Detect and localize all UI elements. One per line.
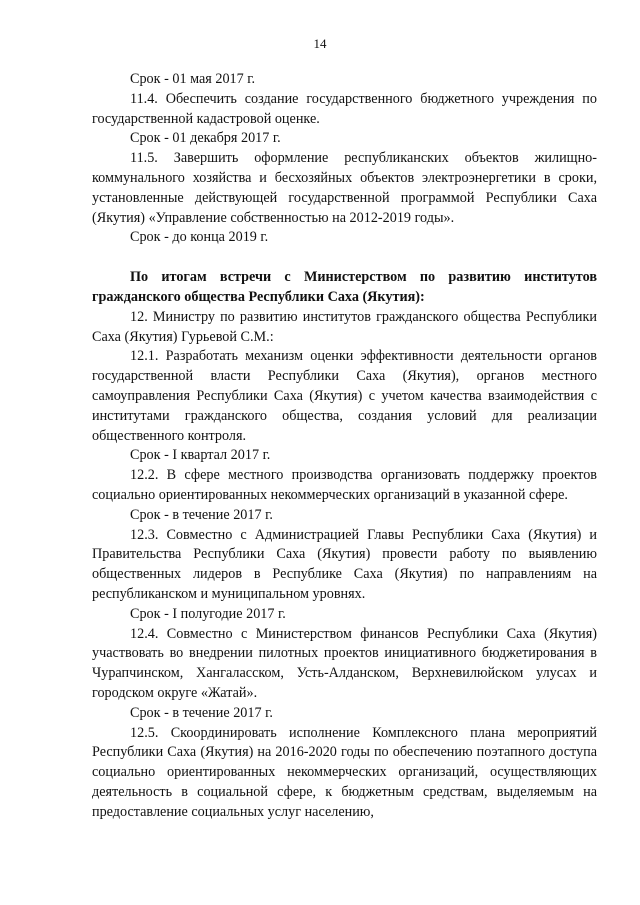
item-paragraph: 12.2. В сфере местного производства организовать поддержку проектов социально ориентированных некоммерческих организаций в указанной сфере. bbox=[92, 467, 597, 503]
page-number: 14 bbox=[313, 36, 327, 51]
item-paragraph: 12.3. Совместно с Администрацией Главы Республики Саха (Якутия) и Правительства Республики Саха (Якутия) провести работу по выявлению общественных лидеров в Республике Саха (Якутия) по направлениям на республиканском и муниципальном уровнях. bbox=[92, 526, 597, 602]
deadline-text: Срок - в течение 2017 г. bbox=[130, 704, 273, 721]
document-body bbox=[92, 70, 597, 822]
item-paragraph: 11.5. Завершить оформление республиканских объектов жилищно-коммунального хозяйства и бесхозяйных объектов электроэнергетики в сроки, установленные действующей государственной программой Республики Саха (Якутия) «Управление собственностью на 2012-2019 годы». bbox=[92, 150, 597, 226]
item-paragraph: 12.4. Совместно с Министерством финансов Республики Саха (Якутия) участвовать во внедрении пилотных проектов инициативного бюджетирования в Чурапчинском, Хангаласском, Усть-Алданском, Верхневилюйском улусах и городском округе «Жатай». bbox=[92, 625, 597, 701]
deadline-text: Срок - 01 декабря 2017 г. bbox=[130, 130, 281, 147]
deadline-text: Срок - 01 мая 2017 г. bbox=[130, 71, 256, 87]
item-paragraph: 12.5. Скоординировать исполнение Комплексного плана мероприятий Республики Саха (Якутия) на 2016-2020 годы по обеспечению поэтапного доступа социально ориентированных некоммерческих организаций, осуществляющих деятельность в социальной сфере, к бюджетным средствам, выделяемым на предоставление социальных услуг населению, bbox=[92, 724, 597, 820]
deadline-text: Срок - I квартал 2017 г. bbox=[130, 447, 271, 464]
deadline-text: Срок - до конца 2019 г. bbox=[130, 229, 269, 246]
item-paragraph: 12. Министру по развитию институтов гражданского общества Республики Саха (Якутия) Гурьевой С.М.: bbox=[92, 308, 597, 345]
section-heading: По итогам встречи с Министерством по развитию институтов гражданского общества Республики Саха (Якутия): bbox=[92, 269, 597, 305]
deadline-text: Срок - в течение 2017 г. bbox=[130, 506, 273, 523]
deadline-text: Срок - I полугодие 2017 г. bbox=[130, 605, 286, 622]
item-paragraph: 11.4. Обеспечить создание государственного бюджетного учреждения по государственной кадастровой оценке. bbox=[92, 90, 597, 127]
item-paragraph: 12.1. Разработать механизм оценки эффективности деятельности органов государственной власти Республики Саха (Якутия), органов местного самоуправления Республики Саха (Якутия) с учетом качества взаимодействия с институтами гражданского общества, создания условий для реализации общественного контроля. bbox=[92, 348, 597, 444]
